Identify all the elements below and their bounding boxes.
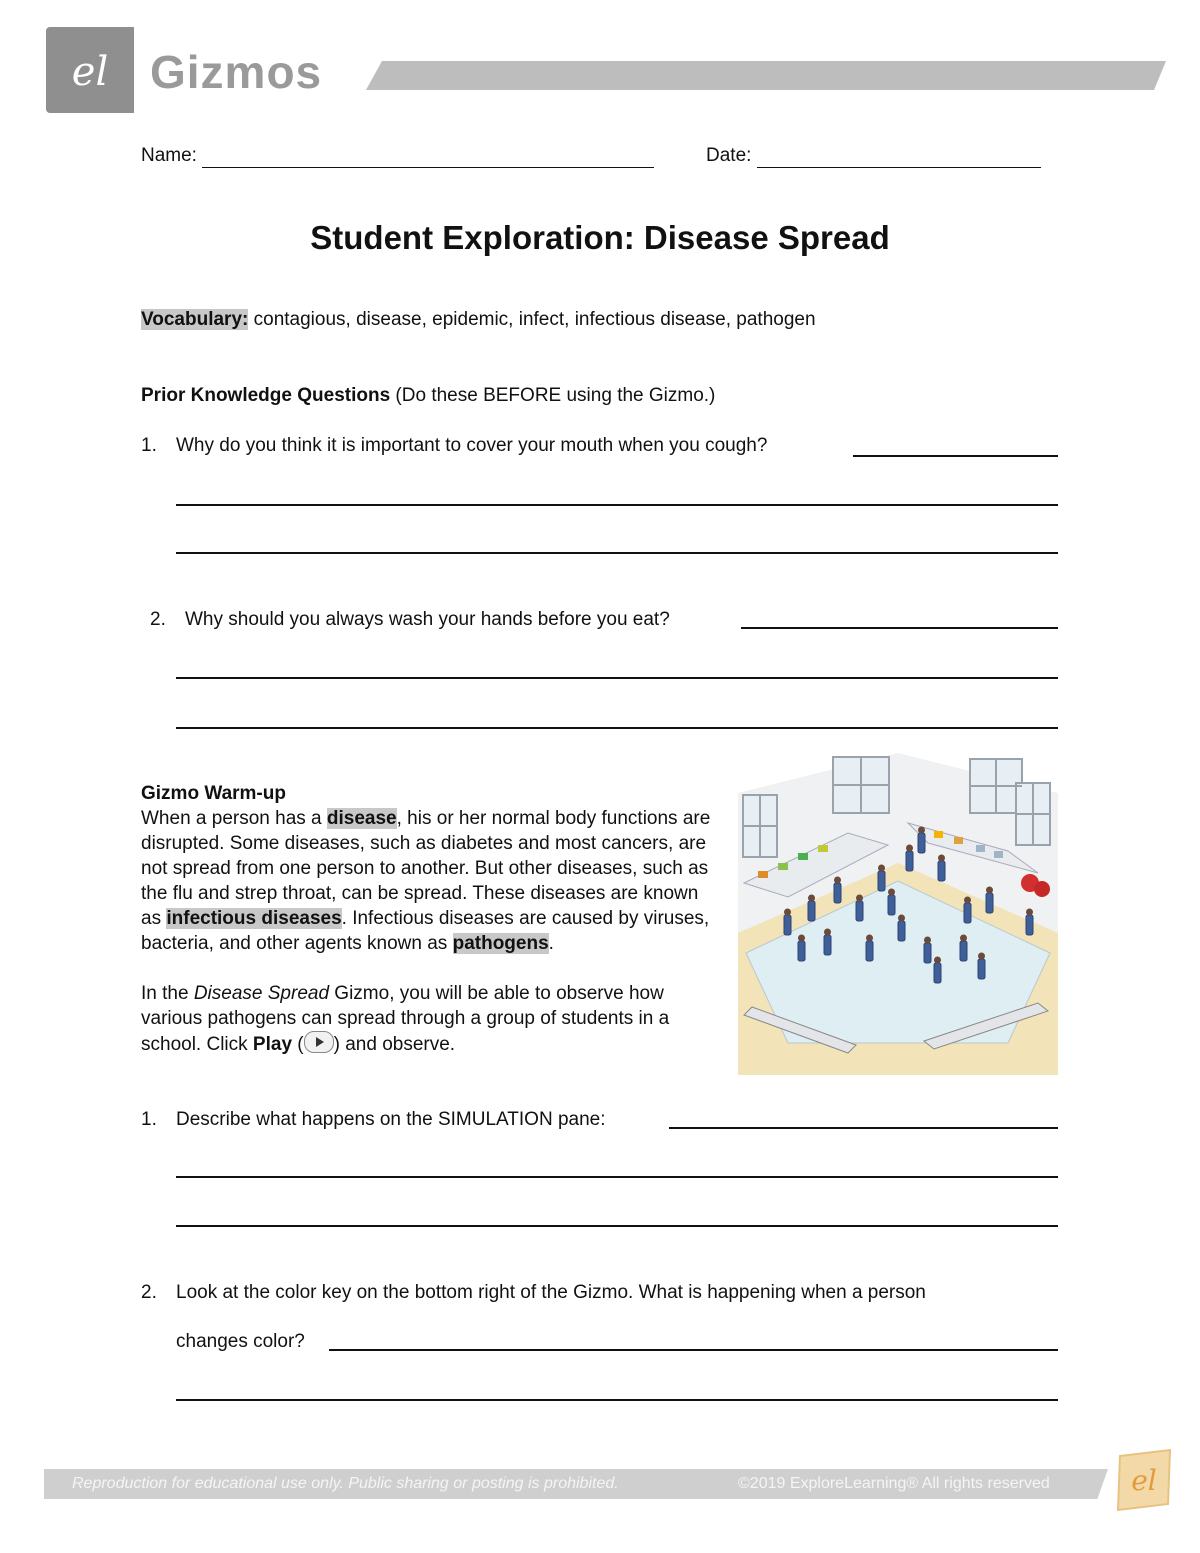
gizmo-name: Disease Spread (193, 983, 330, 1004)
play-icon (304, 1031, 334, 1053)
prior-knowledge-note: (Do these BEFORE using the Gizmo.) (390, 385, 716, 406)
prior-knowledge-heading (141, 384, 715, 408)
answer-line[interactable] (176, 727, 1058, 729)
name-label: Name: (141, 145, 197, 166)
vocab-term-pathogens: pathogens (452, 933, 549, 954)
brand-name: Gizmos (150, 46, 323, 98)
footer-disclaimer: Reproduction for educational use only. Public sharing or posting is prohibited. (72, 1475, 619, 1492)
gizmos-logo (46, 27, 134, 113)
prior-question-1: Why do you think it is important to cover your mouth when you cough? (176, 435, 768, 456)
answer-line[interactable] (176, 1176, 1058, 1178)
prior-knowledge-title: Prior Knowledge Questions (141, 385, 391, 406)
name-field[interactable] (141, 144, 654, 168)
footer-logo-lettering: el (1131, 1464, 1157, 1497)
warmup-question-1-number: 1. (141, 1109, 157, 1130)
text-run: ( (292, 1034, 304, 1055)
answer-line[interactable] (329, 1349, 1058, 1351)
vocab-term-infectious-diseases: infectious diseases (166, 908, 342, 929)
answer-line[interactable] (669, 1127, 1058, 1129)
vocabulary-terms: contagious, disease, epidemic, infect, infectious disease, pathogen (248, 309, 816, 330)
prior-question-2: Why should you always wash your hands before you eat? (185, 609, 670, 630)
prior-question-2-number: 2. (150, 609, 166, 630)
explorelearning-footer-logo-icon (1114, 1448, 1174, 1512)
answer-line[interactable] (176, 677, 1058, 679)
vocab-term-disease: disease (326, 808, 397, 829)
warmup-heading: Gizmo Warm-up (141, 783, 286, 804)
text-run: Gizmo, you will be able to observe how various pathogens can spread through a group of students in a school. Click (141, 983, 670, 1055)
warmup-paragraph (141, 981, 696, 1057)
vocabulary-line (141, 308, 816, 332)
answer-line[interactable] (853, 455, 1058, 457)
warmup-question-2-number: 2. (141, 1282, 157, 1303)
prior-question-1-number: 1. (141, 435, 157, 456)
answer-line[interactable] (176, 504, 1058, 506)
logo-lettering: el (71, 49, 109, 95)
warmup-question-2: Look at the color key on the bottom right of the Gizmo. What is happening when a person (176, 1282, 926, 1303)
date-blank[interactable] (757, 147, 1041, 168)
answer-line[interactable] (176, 1225, 1058, 1227)
name-blank[interactable] (202, 147, 654, 168)
play-label: Play (252, 1034, 293, 1055)
text-run: , his or her normal body functions are disrupted. Some diseases, such as diabetes and most cancers, are not spread from one person to another. But other diseases, such as the flu and strep throat, can be spread. These diseases are known as (141, 808, 711, 929)
explorelearning-logo-icon (46, 27, 134, 113)
vocabulary-label: Vocabulary: (141, 309, 249, 330)
warmup-body (141, 806, 711, 1057)
text-run: In the (141, 983, 194, 1004)
text-run: . (548, 933, 554, 954)
answer-line[interactable] (741, 627, 1058, 629)
answer-line[interactable] (176, 1399, 1058, 1401)
warmup-question-2-continued: changes color? (176, 1331, 305, 1352)
date-label: Date: (706, 145, 752, 166)
text-run: . Infectious diseases are caused by viruses, bacteria, and other agents known as (141, 908, 710, 954)
warmup-question-1: Describe what happens on the SIMULATION pane: (176, 1109, 606, 1130)
text-run: ) and observe. (333, 1034, 456, 1055)
warmup-paragraph (141, 806, 711, 956)
answer-line[interactable] (176, 552, 1058, 554)
text-run: When a person has a (141, 808, 327, 829)
footer-copyright: ©2019 ExploreLearning® All rights reserved (738, 1475, 1050, 1492)
page-title: Student Exploration: Disease Spread (310, 219, 890, 256)
date-field[interactable] (706, 144, 1041, 168)
header-bar (366, 61, 1166, 90)
simulation-illustration (738, 753, 1058, 1075)
